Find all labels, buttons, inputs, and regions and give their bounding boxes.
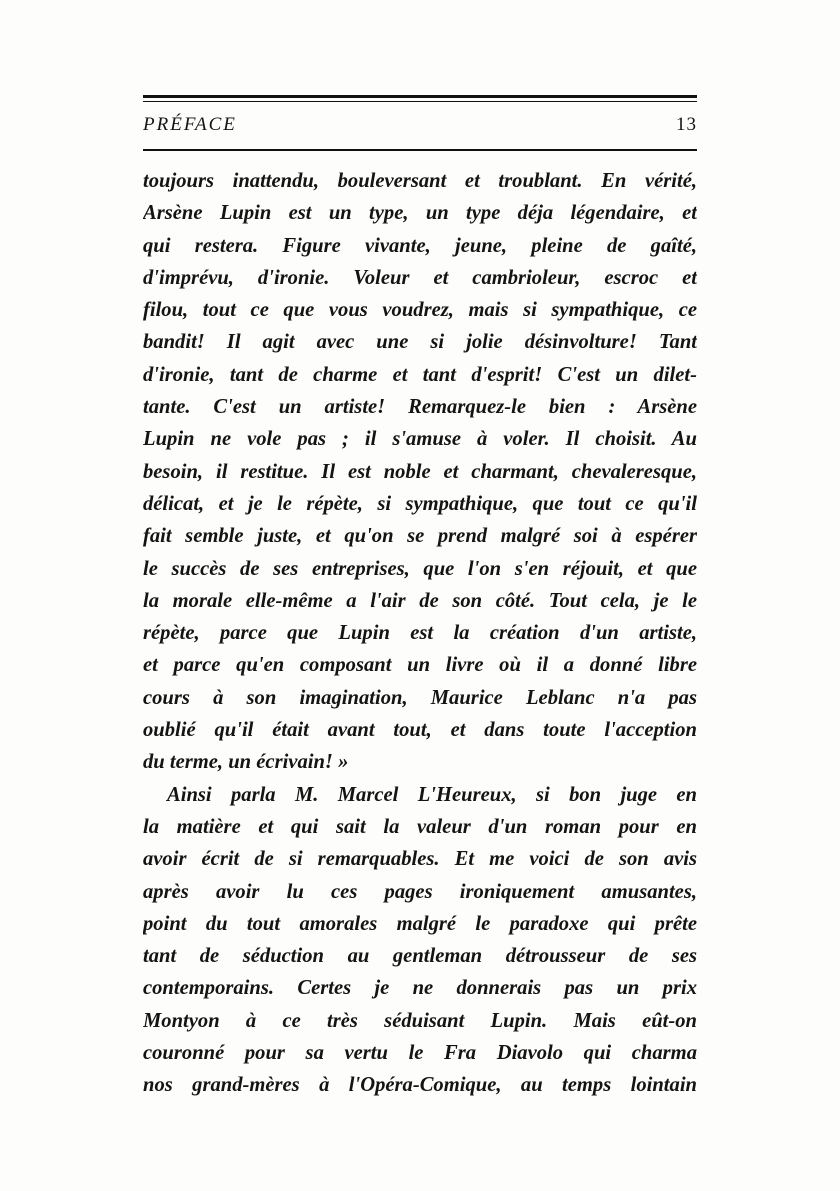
running-head [143, 114, 697, 140]
text-line: avoir écrit de si remarquables. Et me voici de son avis [143, 848, 697, 871]
text-line: Lupin ne vole pas ; il s'amuse à voler. Il choisit. Au [143, 428, 697, 451]
text-line: Arsène Lupin est un type, un type déja légendaire, et [143, 202, 697, 225]
text-line: bandit! Il agit avec une si jolie désinvolture! Tant [143, 331, 697, 354]
text-line: contemporains. Certes je ne donnerais pas un prix [143, 977, 697, 1000]
text-line: du terme, un écrivain! » [143, 751, 349, 774]
text-line: la matière et qui sait la valeur d'un roman pour en [143, 815, 697, 838]
paragraph-2 [143, 779, 697, 1102]
text-line: tante. C'est un artiste! Remarquez-le bien : Arsène [143, 396, 697, 419]
text-line: qui restera. Figure vivante, jeune, pleine de gaîté, [143, 234, 697, 257]
text-line: point du tout amorales malgré le paradoxe qui prête [143, 912, 697, 935]
text-line: le succès de ses entreprises, que l'on s'en réjouit, et que [143, 557, 697, 580]
text-line: d'ironie, tant de charme et tant d'esprit! C'est un dilet- [143, 363, 697, 386]
text-line: la morale elle-même a l'air de son côté. Tout cela, je le [143, 589, 697, 612]
paragraph-1 [143, 165, 697, 779]
text-line: besoin, il restitue. Il est noble et charmant, chevaleresque, [143, 460, 697, 483]
text-line: après avoir lu ces pages ironiquement amusantes, [143, 880, 697, 903]
text-line: nos grand-mères à l'Opéra-Comique, au temps lointain [143, 1074, 697, 1097]
text-line: Ainsi parla M. Marcel L'Heureux, si bon juge en [167, 783, 697, 806]
page-number: 13 [676, 114, 697, 135]
header-rule-thick [143, 95, 697, 98]
text-line: délicat, et je le répète, si sympathique, que tout ce qu'il [143, 492, 697, 515]
running-title: PRÉFACE [143, 114, 237, 135]
header-underline-rule [143, 149, 697, 151]
text-line: couronné pour sa vertu le Fra Diavolo qui charma [143, 1042, 697, 1065]
text-line: et parce qu'en composant un livre où il a donné libre [143, 654, 697, 677]
text-line: Montyon à ce très séduisant Lupin. Mais eût-on [143, 1009, 697, 1032]
text-line: oublié qu'il était avant tout, et dans toute l'acception [143, 719, 697, 742]
text-line: d'imprévu, d'ironie. Voleur et cambrioleur, escroc et [143, 266, 697, 289]
text-line: répète, parce que Lupin est la création d'un artiste, [143, 622, 697, 645]
text-line: cours à son imagination, Maurice Leblanc n'a pas [143, 686, 697, 709]
text-line: filou, tout ce que vous voudrez, mais si sympathique, ce [143, 299, 697, 322]
text-line: toujours inattendu, bouleversant et troublant. En vérité, [143, 170, 697, 192]
header-rule-thin [143, 101, 697, 102]
body-text [143, 165, 697, 1102]
text-line: fait semble juste, et qu'on se prend malgré soi à espérer [143, 525, 697, 548]
text-line: tant de séduction au gentleman détrousseur de ses [143, 945, 697, 968]
